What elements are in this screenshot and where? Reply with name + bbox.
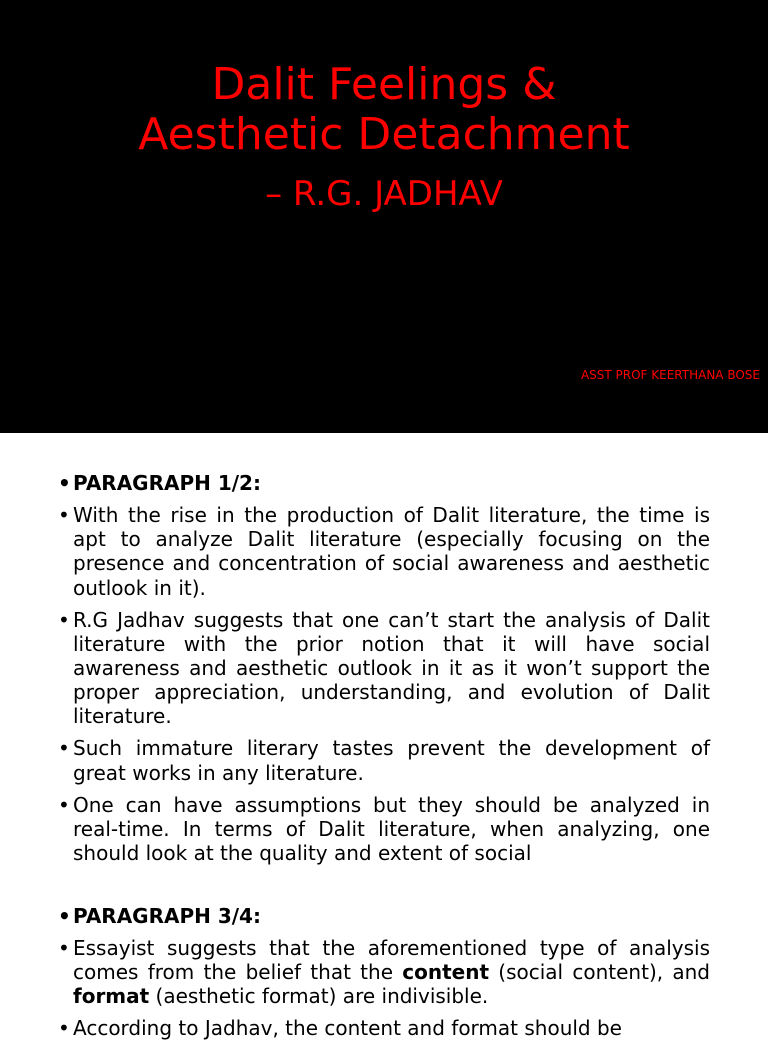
- slide-title: [0, 60, 768, 160]
- bullet-bold-text: content: [402, 960, 490, 985]
- bullet-text: (social content), and: [489, 960, 710, 985]
- bullet-list-paragraph-1-2: [58, 471, 710, 866]
- bullet-bold-text: format: [73, 984, 150, 1009]
- bullet-item: • According to Jadhav, the content and format should be: [58, 1016, 710, 1040]
- slide-subtitle: – R.G. JADHAV: [265, 174, 503, 214]
- bullet-heading: • PARAGRAPH 1/2:: [58, 471, 710, 495]
- bullet-item: • R.G Jadhav suggests that one can’t start the analysis of Dalit literature with the prior notion that it will have social awareness and aesthetic outlook in it as it won’t support the proper appreciation, understanding, and evolution of Dalit literature.: [58, 608, 710, 729]
- bullet-text: Essayist suggests that the aforementioned type of analysis comes from the belief that the: [73, 936, 710, 985]
- bullet-item: [58, 936, 710, 1009]
- bullet-item: • Such immature literary tastes prevent the development of great works in any literature.: [58, 736, 710, 784]
- content-slide: [0, 433, 768, 1041]
- title-line-2: Aesthetic Detachment: [138, 109, 630, 160]
- bullet-heading: • PARAGRAPH 3/4:: [58, 904, 710, 928]
- bullet-item: • With the rise in the production of Dalit literature, the time is apt to analyze Dalit literature (especially focusing on the presence and concentration of social awareness and aesthetic outlook in it).: [58, 503, 710, 600]
- title-line-1: Dalit Feelings &: [211, 59, 557, 110]
- bullet-list-paragraph-3-4: [58, 904, 710, 1048]
- title-slide: [0, 0, 768, 433]
- bullet-item: • One can have assumptions but they should be analyzed in real-time. In terms of Dalit literature, when analyzing, one should look at the quality and extent of social: [58, 793, 710, 866]
- bullet-text: (aesthetic format) are indivisible.: [149, 984, 489, 1009]
- author-credit: ASST PROF KEERTHANA BOSE: [580, 368, 760, 382]
